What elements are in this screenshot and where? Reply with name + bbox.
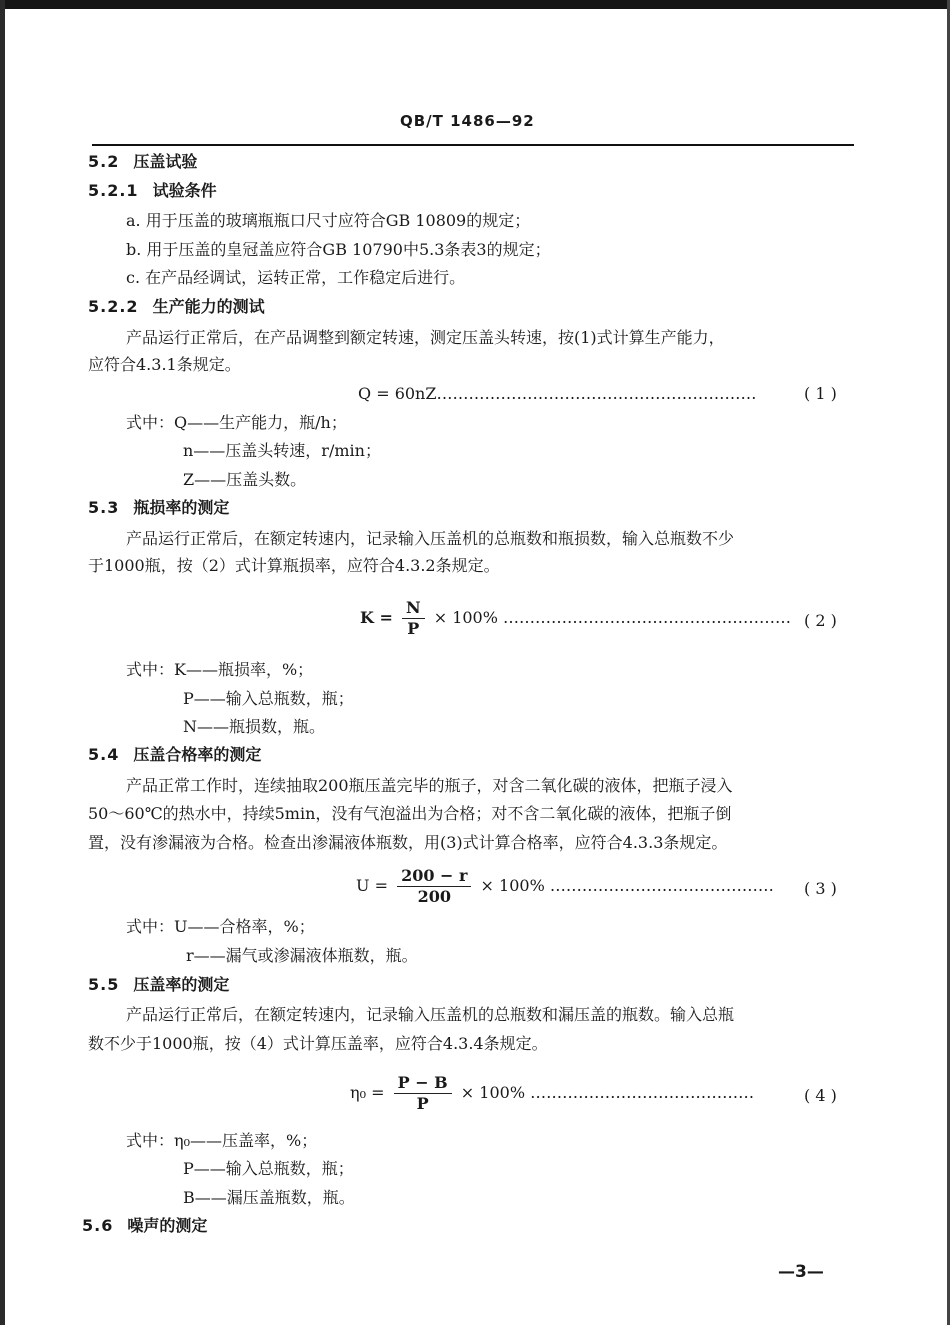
leader-dots: …………………………………… — [549, 876, 774, 895]
paragraph-line: 产品运行正常后，在额定转速内，记录输入压盖机的总瓶数和瓶损数，输入总瓶数不少 — [126, 529, 735, 548]
numerator: P − B — [394, 1073, 452, 1094]
section-title: 压盖率的测定 — [133, 975, 230, 994]
paragraph-line: 50～60℃的热水中，持续5min，没有气泡溢出为合格；对不含二氧化碳的液体，把瓶子倒 — [88, 804, 732, 823]
where-line: N——瓶损数，瓶。 — [183, 717, 326, 736]
section-number: 5.2.1 — [88, 181, 139, 200]
paragraph-line: 产品运行正常后，在产品调整到额定转速，测定压盖头转速，按(1)式计算生产能力， — [126, 328, 725, 347]
leader-dots: ……………………………………………… — [503, 608, 792, 627]
section-title: 生产能力的测试 — [152, 297, 265, 316]
formula-expression: Q = 60nZ — [358, 384, 437, 403]
where-line: 式中：U——合格率，%； — [126, 917, 315, 936]
section-title: 噪声的测定 — [127, 1216, 208, 1235]
fraction — [402, 598, 425, 639]
formula-2 — [360, 598, 791, 639]
where-line: P——输入总瓶数，瓶； — [183, 1159, 354, 1178]
formula-number: ( 1 ) — [804, 384, 837, 403]
section-number: 5.2.2 — [88, 297, 139, 316]
condition-item-c: c. 在产品经调试，运转正常，工作稳定后进行。 — [126, 268, 466, 287]
condition-item-b: b. 用于压盖的皇冠盖应符合GB 10790中5.3条表3的规定； — [126, 240, 551, 259]
where-line: B——漏压盖瓶数，瓶。 — [183, 1188, 355, 1207]
where-line: 式中：K——瓶损率，%； — [126, 660, 314, 679]
formula-rhs: × 100% — [433, 608, 498, 627]
formula-4 — [350, 1073, 754, 1114]
section-5-2-1-heading — [88, 181, 217, 201]
where-line: n——压盖头转速，r/min； — [183, 441, 381, 460]
leader-dots: …………………………………… — [530, 1083, 755, 1102]
condition-item-a: a. 用于压盖的玻璃瓶瓶口尺寸应符合GB 10809的规定； — [126, 211, 531, 230]
paragraph-line: 产品运行正常后，在额定转速内，记录输入压盖机的总瓶数和漏压盖的瓶数。输入总瓶 — [126, 1005, 735, 1024]
denominator: P — [407, 619, 420, 638]
formula-rhs: × 100% — [460, 1083, 526, 1102]
paragraph-line: 于1000瓶，按（2）式计算瓶损率，应符合4.3.2条规定。 — [88, 556, 500, 575]
section-title: 压盖试验 — [133, 152, 198, 171]
section-number: 5.5 — [88, 975, 120, 994]
section-number: 5.4 — [88, 745, 120, 764]
formula-1 — [358, 384, 756, 403]
section-title: 试验条件 — [152, 181, 217, 200]
where-line: Z——压盖头数。 — [183, 470, 307, 489]
section-number: 5.3 — [88, 498, 120, 517]
paragraph-line: 产品正常工作时，连续抽取200瓶压盖完毕的瓶子，对含二氧化碳的液体，把瓶子浸入 — [126, 776, 733, 795]
numerator: N — [402, 598, 425, 619]
header-rule — [92, 144, 854, 146]
paragraph-line: 置，没有渗漏液为合格。检查出渗漏液体瓶数，用(3)式计算合格率，应符合4.3.3条规定。 — [88, 833, 728, 852]
where-line: 式中：η₀——压盖率，%； — [126, 1131, 318, 1150]
fraction — [394, 1073, 452, 1114]
where-line: r——漏气或渗漏液体瓶数，瓶。 — [186, 946, 418, 965]
leader-dots: …………………………………………………… — [436, 384, 757, 403]
section-number: 5.6 — [82, 1216, 114, 1235]
denominator: 200 — [417, 887, 451, 906]
section-5-2-heading — [88, 152, 197, 172]
formula-lhs: η₀ = — [350, 1083, 385, 1102]
formula-lhs: U = — [356, 876, 388, 895]
paragraph-line: 应符合4.3.1条规定。 — [88, 355, 241, 374]
where-line: P——输入总瓶数，瓶； — [183, 689, 354, 708]
fraction — [397, 866, 471, 907]
section-5-5-heading — [88, 975, 229, 995]
numerator: 200 − r — [397, 866, 471, 887]
where-line: 式中：Q——生产能力，瓶/h； — [126, 413, 347, 432]
denominator: P — [416, 1094, 429, 1113]
formula-number: ( 4 ) — [804, 1086, 837, 1105]
formula-3 — [356, 866, 774, 907]
page-number: —3— — [778, 1262, 824, 1282]
formula-lhs: K = — [360, 608, 393, 627]
section-title: 压盖合格率的测定 — [133, 745, 262, 764]
section-title: 瓶损率的测定 — [133, 498, 230, 517]
formula-number: ( 2 ) — [804, 611, 837, 630]
formula-rhs: × 100% — [480, 876, 545, 895]
section-5-6-heading — [82, 1216, 207, 1236]
paragraph-line: 数不少于1000瓶，按（4）式计算压盖率，应符合4.3.4条规定。 — [88, 1034, 548, 1053]
section-5-3-heading — [88, 498, 229, 518]
section-5-4-heading — [88, 745, 261, 765]
section-5-2-2-heading — [88, 297, 265, 317]
standard-code-header: QB/T 1486—92 — [400, 112, 535, 130]
scan-border-left — [0, 0, 5, 1325]
scan-border-top — [0, 0, 950, 9]
formula-number: ( 3 ) — [804, 879, 837, 898]
section-number: 5.2 — [88, 152, 120, 171]
